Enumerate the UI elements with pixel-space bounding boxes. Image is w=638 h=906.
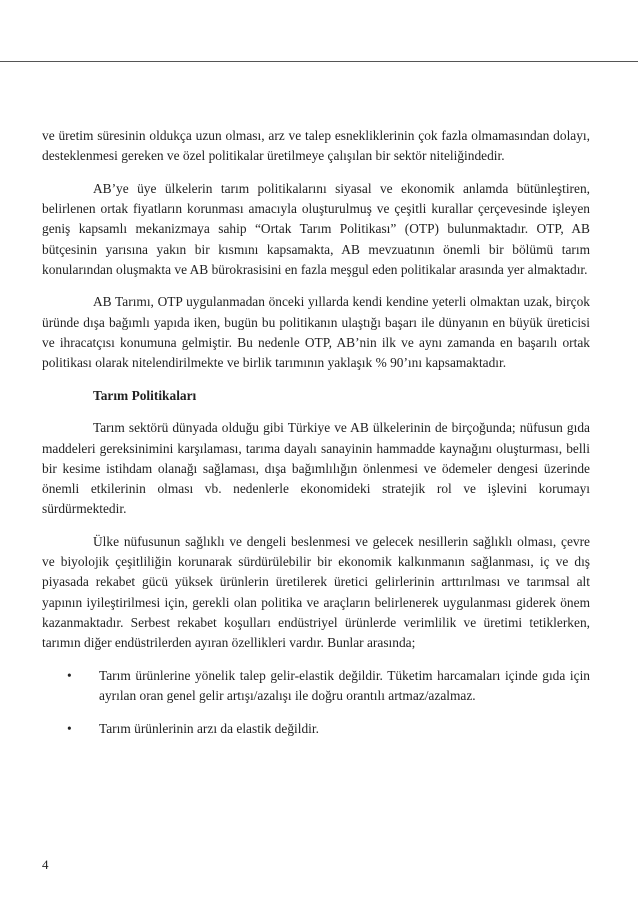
page-number: 4 xyxy=(42,857,49,872)
list-item xyxy=(42,666,590,706)
paragraph-ab-tarimi: AB Tarımı, OTP uygulanmadan önceki yıllarda kendi kendine yeterli olmaktan uzak, birçok üründe dışa bağımlı yapıda iken, bugün bu politikanın ulaştığı başarı ile dünyanın en büyük üreticisi ve ihracatçısı konumuna gelmiştir. Bu nedenle OTP, AB’nin ilk ve aynı zamanda en başarılı ortak politikası olarak nitelendirilmekte ve birlik tarımının yaklaşık % 90’ını kapsamaktadır. xyxy=(42,294,590,371)
bullet-text: Tarım ürünlerine yönelik talep gelir-elastik değildir. Tüketim harcamaları içinde gıda için ayrılan oran genel gelir artışı/azalışı ile doğru orantılı artmaz/azalmaz. xyxy=(99,667,590,703)
paragraph-ulke-nufusu: Ülke nüfusunun sağlıklı ve dengeli beslenmesi ve gelecek nesillerin sağlıklı olması, çevre ve biyolojik çeşitliliğin korunarak sürdürülebilir bir ekonomik kalkınmanın sağlanması, iç ve dış piyasada rekabet gücü yüksek ürünlerin üretilerek üretici gelirlerinin arttırılması ve tarımsal alt yapının iyileştirilmesi için, gerekli olan politika ve araçların belirlenerek uygulanması giderek önem kazanmaktadır. Serbest rekabet koşulları endüstriyel ürünlerde verimlilik ve üretimi tetiklerken, tarımın diğer endüstrilerden ayıran özellikleri vardır. Bunlar arasında; xyxy=(42,533,590,650)
paragraph-tarim-sektoru: Tarım sektörü dünyada olduğu gibi Türkiye ve AB ülkelerinin de birçoğunda; nüfusun gıda maddeleri gereksinimini karşılaması, tarıma dayalı sanayinin hammadde kaynağını oluşturması, belli bir kesime istihdam olanağı sağlaması, dışa bağımlılığın önlenmesi ve ödemeler dengesi üzerinde önemli etkilerinin olması vb. nedenlerle ekonomideki stratejik rol ve işlevini korumayı sürdürmektedir. xyxy=(42,420,590,517)
bullet-icon: • xyxy=(67,667,72,683)
paragraph-continuation: ve üretim süresinin oldukça uzun olması, arz ve talep esnekliklerinin çok fazla olmamasından dolayı, desteklenmesi gereken ve özel politikalar üretilmeye çalışılan bir sektör niteliğindedir. xyxy=(42,128,590,164)
paragraph-otp: AB’ye üye ülkelerin tarım politikalarını siyasal ve ekonomik anlamda bütünleştiren, belirlenen ortak fiyatların korunması amacıyla oluşturulmuş ve çeşitli kurallar çerçevesinde işleyen geniş kapsamlı mekanizmaya sahip “Ortak Tarım Politikası” (OTP) bulunmaktadır. OTP, AB bütçesinin yarısına yakın bir kısmını kapsamakta, AB mevzuatının önemli bir bölümü tarım konularından oluşmakta ve AB bürokrasisini en fazla meşgul eden politikalar arasında yer almaktadır. xyxy=(42,180,590,277)
bullet-list xyxy=(42,666,590,739)
bullet-text: Tarım ürünlerinin arzı da elastik değildir. xyxy=(99,720,319,736)
list-item xyxy=(42,719,590,739)
body-text xyxy=(42,126,590,751)
section-heading: Tarım Politikaları xyxy=(93,387,197,403)
header-rule xyxy=(0,61,638,62)
bullet-icon: • xyxy=(67,720,72,736)
